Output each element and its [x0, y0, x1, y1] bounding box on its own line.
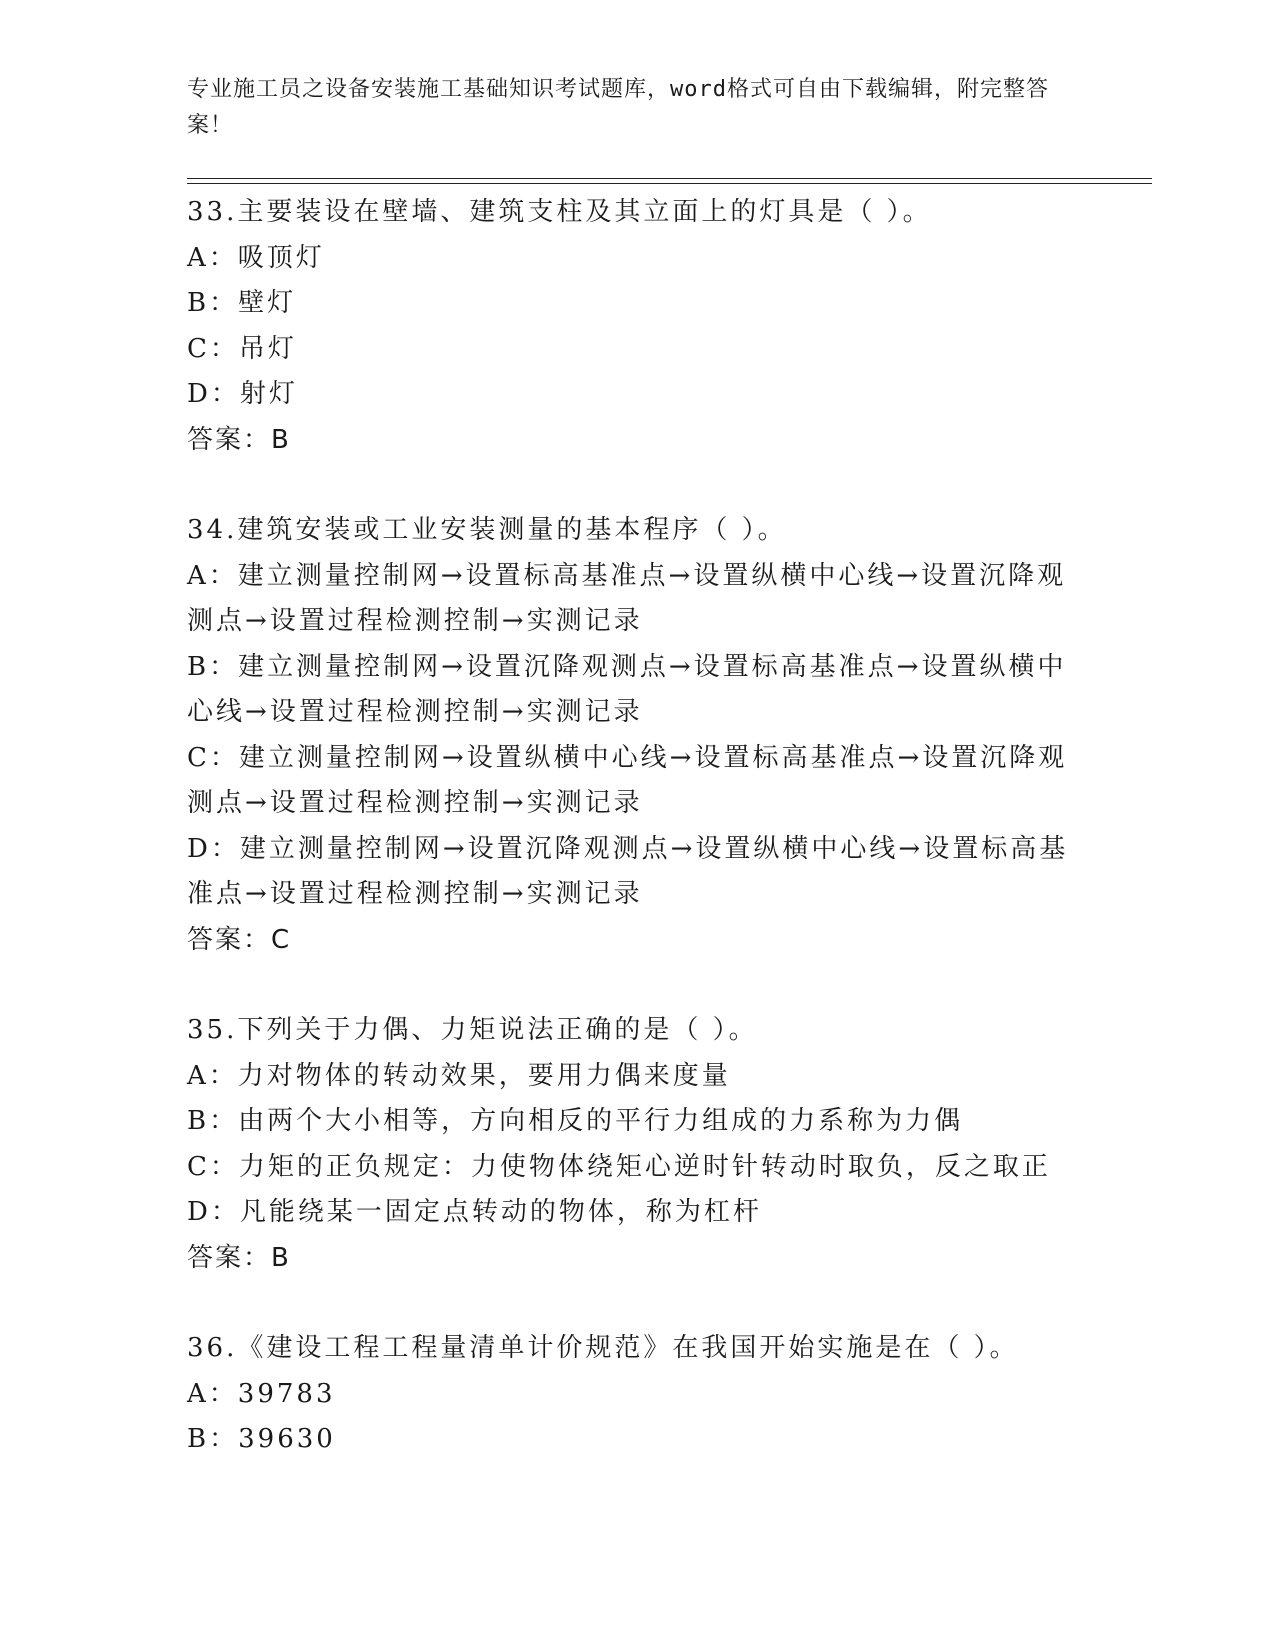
option-b: B：建立测量控制网→设置沉降观测点→设置标高基准点→设置纵横中心线→设置过程检测控制→实测记录 [187, 651, 1067, 727]
question-stem: 35.下列关于力偶、力矩说法正确的是（ ）。 [187, 1015, 758, 1045]
question-stem: 33.主要装设在壁墙、建筑支柱及其立面上的灯具是（ ）。 [187, 197, 932, 227]
answer-line: 答案：B [187, 424, 291, 455]
answer-line: 答案：B [187, 1242, 291, 1273]
header-divider-top [187, 178, 1152, 179]
option-c: C：力矩的正负规定：力使物体绕矩心逆时针转动时取负，反之取正 [187, 1151, 1051, 1182]
header-divider-bottom [187, 183, 1152, 184]
question-36 [187, 1326, 1087, 1463]
question-34 [187, 508, 1087, 963]
document-header: 专业施工员之设备安装施工基础知识考试题库，word格式可自由下载编辑，附完整答案！ [187, 77, 1049, 138]
option-a: A：39783 [187, 1378, 336, 1409]
option-a: A：吸顶灯 [187, 242, 325, 273]
option-c: C：建立测量控制网→设置纵横中心线→设置标高基准点→设置沉降观测点→设置过程检测控制→实测记录 [187, 742, 1068, 818]
question-stem: 36.《建设工程工程量清单计价规范》在我国开始实施是在（ ）。 [187, 1333, 1019, 1363]
option-a: A：建立测量控制网→设置标高基准点→设置纵横中心线→设置沉降观测点→设置过程检测控制→实测记录 [187, 560, 1067, 636]
question-33 [187, 190, 1087, 463]
answer-line: 答案：C [187, 924, 292, 955]
option-d: D：射灯 [187, 379, 298, 409]
option-d: D：凡能绕某一固定点转动的物体，称为杠杆 [187, 1197, 762, 1227]
option-b: B：壁灯 [187, 288, 297, 318]
option-b: B：39630 [187, 1424, 336, 1454]
option-a: A：力对物体的转动效果，要用力偶来度量 [187, 1060, 731, 1091]
question-list [187, 190, 1087, 1508]
question-35 [187, 1008, 1087, 1281]
option-d: D：建立测量控制网→设置沉降观测点→设置纵横中心线→设置标高基准点→设置过程检测控制→实测记录 [187, 833, 1069, 909]
option-c: C：吊灯 [187, 333, 297, 364]
option-b: B：由两个大小相等，方向相反的平行力组成的力系称为力偶 [187, 1106, 964, 1136]
question-stem: 34.建筑安装或工业安装测量的基本程序（ ）。 [187, 515, 787, 545]
